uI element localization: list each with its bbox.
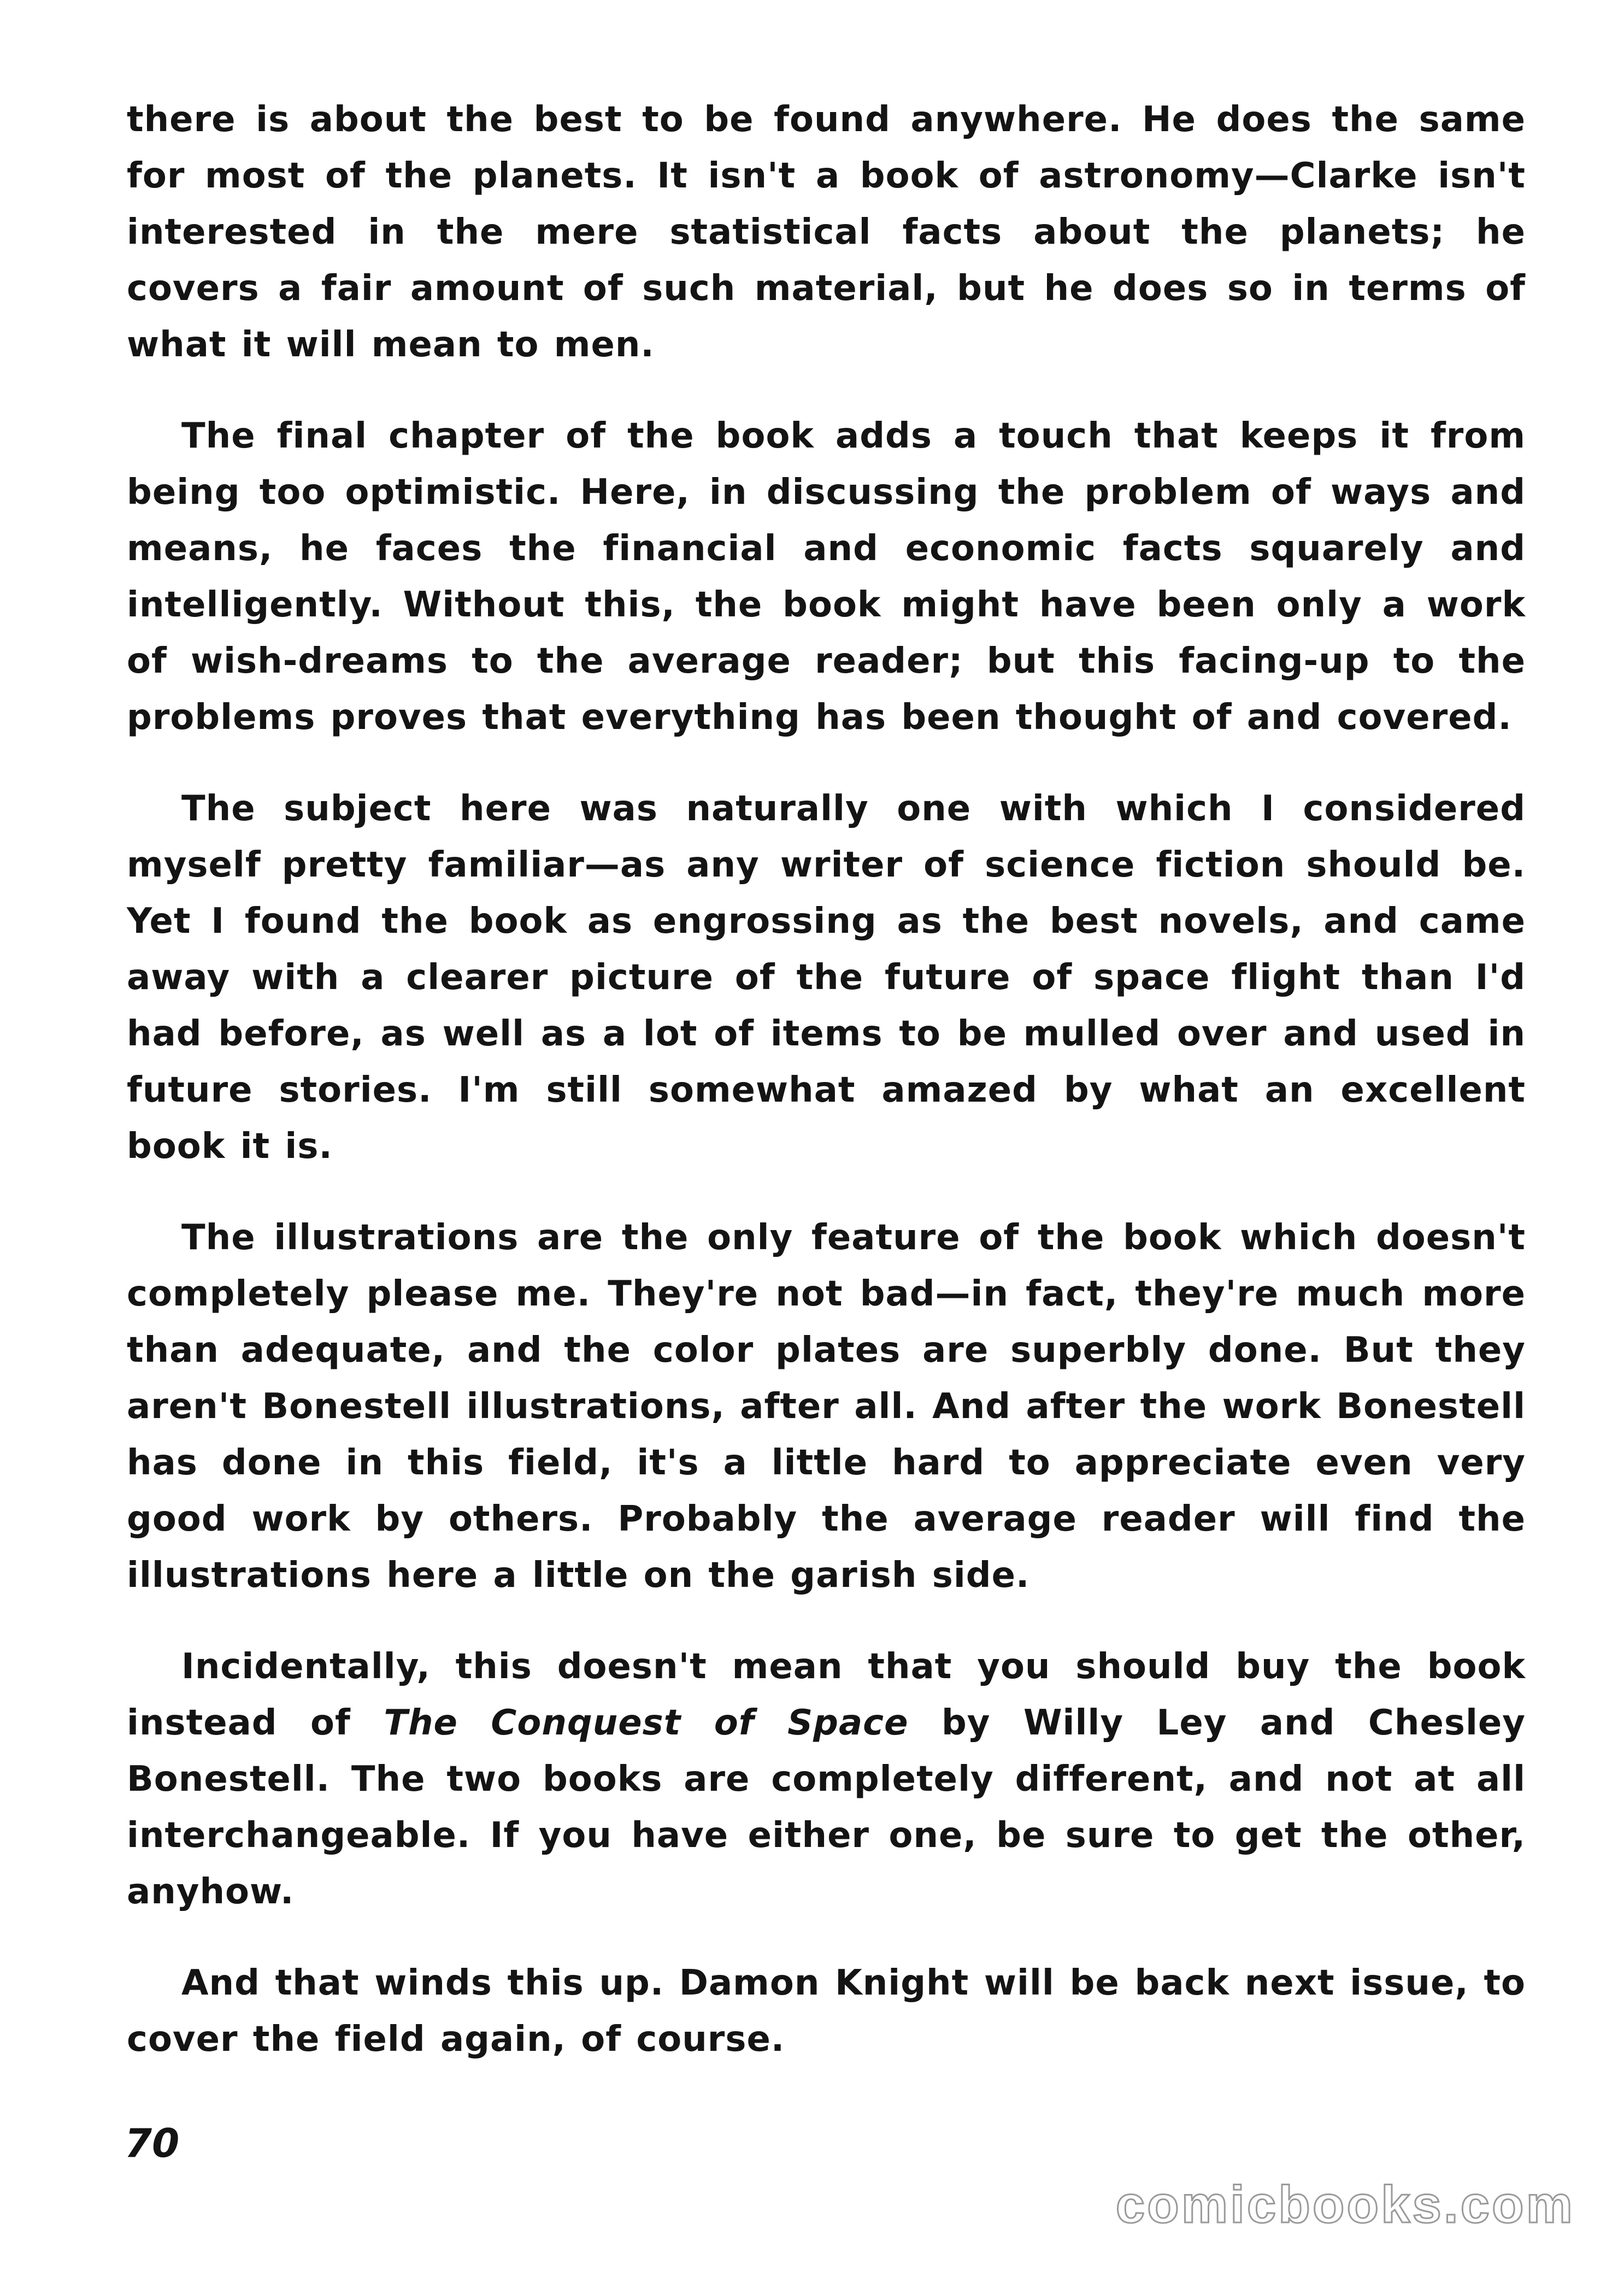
paragraph-5-pre: Incidentally, this doesn't mean that you should buy the book instead of [127, 1646, 1526, 1743]
page-number: 70 [125, 2120, 180, 2166]
paragraph-1: there is about the best to be found anywhere. He does the same for most of the planets. It isn't a book of astronomy—Clarke isn't interested in the mere statistical facts about the planets; he covers a fair amount of such material, but he does so in terms of what it will mean to men. [127, 99, 1526, 365]
paragraph-3: The subject here was naturally one with which I considered myself pretty familiar—as any writer of science fiction should be. Yet I found the book as engrossing as the best novels, and came away with a clearer picture of the future of space flight than I'd had before, as well as a lot of items to be mulled over and used in future stories. I'm still somewhat amazed by what an excellent book it is. [127, 789, 1526, 1167]
paragraph-2: The final chapter of the book adds a touch that keeps it from being too optimistic. Here, in discussing the problem of ways and means, he faces the financial and economic facts squarely and intelligently. Without this, the book might have been only a work of wish-dreams to the average reader; but this facing-up to the problems proves that everything has been thought of and covered. [127, 416, 1526, 738]
paragraph-4: The illustrations are the only feature of the book which doesn't completely please me. They're not bad—in fact, they're much more than adequate, and the color plates are superbly done. But they aren't Bonestell illustrations, after all. And after the work Bonestell has done in this field, it's a little hard to appreciate even very good work by others. Probably the average reader will find the illustrations here a little on the garish side. [127, 1218, 1526, 1596]
text-column [127, 92, 1526, 2068]
book-title-conquest-of-space: The Conquest of Space [384, 1703, 909, 1743]
paragraph-5-post: by Willy Ley and Chesley Bonestell. The two books are completely different, and not at all interchangeable. If you have either one, be sure to get the other, anyhow. [127, 1703, 1526, 1912]
paragraph-5 [127, 1639, 1526, 1920]
paragraph-6: And that winds this up. Damon Knight will be back next issue, to cover the field again, of course. [127, 1963, 1526, 2060]
watermark-logo: comicbooks.com [1115, 2175, 1575, 2234]
